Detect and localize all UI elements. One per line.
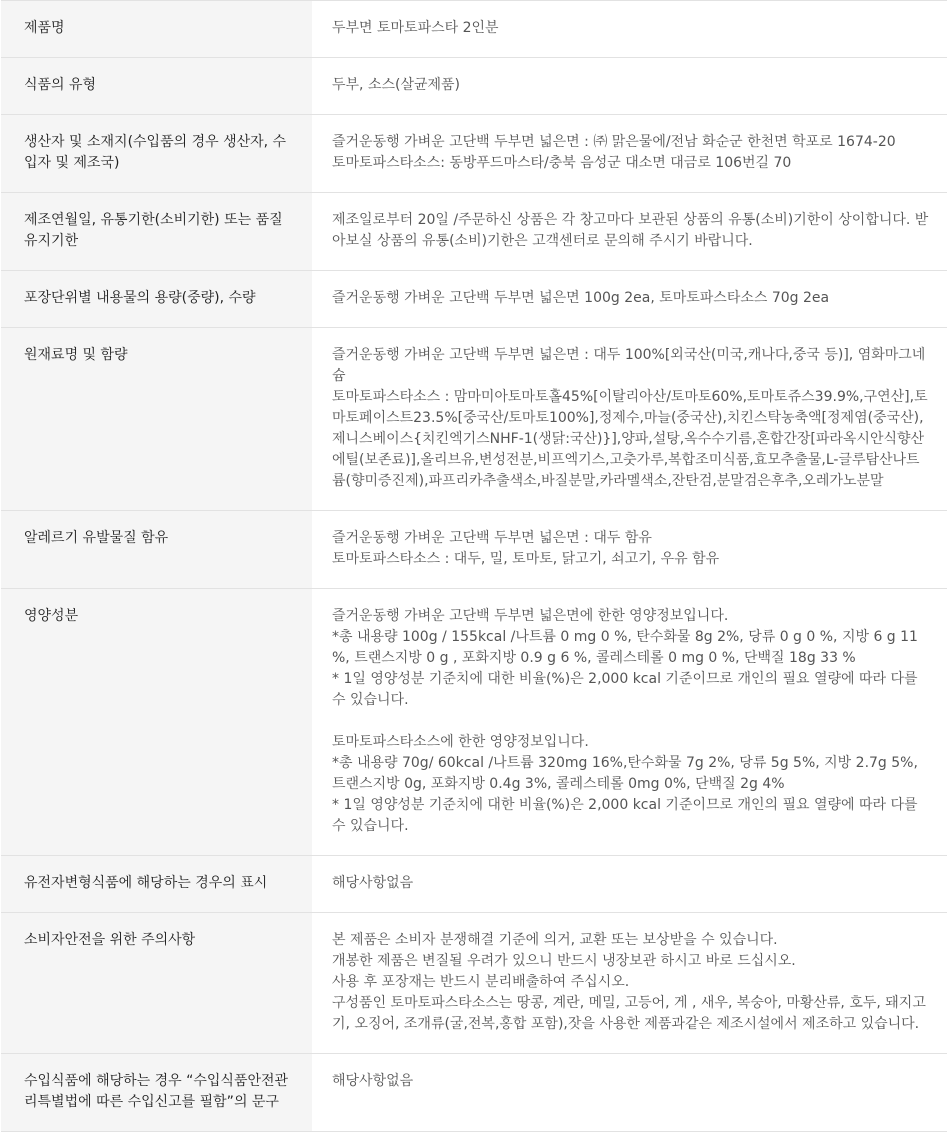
row-label: 원재료명 및 함량 <box>1 328 312 511</box>
value-line: 두부면 토마토파스타 2인분 <box>332 20 499 36</box>
row-label: 제품명 <box>1 1 312 58</box>
product-info-body <box>1 1 947 1132</box>
value-line: 즐거운동행 가벼운 고단백 두부면 넓은면 : ㈜ 맑은물에/전남 화순군 한천면 학포로 1674-20 <box>332 134 896 150</box>
value-line: 해당사항없음 <box>332 875 414 891</box>
row-label: 소비자안전을 위한 주의사항 <box>1 913 312 1054</box>
value-line: *총 내용량 70g/ 60kcal /나트륨 320mg 16%,탄수화물 7g 2%, 당류 5g 5%, 지방 2.7g 5%, 트랜스지방 0g, 포화지방 0.4g 3%, 콜레스테롤 0mg 0%, 단백질 2g 4% <box>332 755 918 792</box>
value-line: 토마토파스타소스에 한한 영양정보입니다. <box>332 734 589 750</box>
table-row <box>1 511 947 589</box>
product-info-table <box>1 0 947 1132</box>
row-value <box>312 1054 947 1132</box>
table-row <box>1 1 947 58</box>
row-value <box>312 115 947 193</box>
row-label: 유전자변형식품에 해당하는 경우의 표시 <box>1 856 312 913</box>
value-line: * 1일 영양성분 기준치에 대한 비율(%)은 2,000 kcal 기준이므로 개인의 필요 열량에 따라 다를 수 있습니다. <box>332 671 918 708</box>
table-row <box>1 271 947 328</box>
value-line: 사용 후 포장재는 반드시 분리배출하여 주십시오. <box>332 974 630 990</box>
value-line: 즐거운동행 가벼운 고단백 두부면 넓은면 : 대두 함유 <box>332 530 652 546</box>
row-value <box>312 589 947 856</box>
value-line: 개봉한 제품은 변질될 우려가 있으니 반드시 냉장보관 하시고 바로 드십시오. <box>332 953 796 969</box>
row-label: 알레르기 유발물질 함유 <box>1 511 312 589</box>
value-line: 즐거운동행 가벼운 고단백 두부면 넓은면 : 대두 100%[외국산(미국,캐나다,중국 등)], 염화마그네슘 <box>332 347 926 384</box>
table-row <box>1 589 947 856</box>
row-label: 포장단위별 내용물의 용량(중량), 수량 <box>1 271 312 328</box>
table-row <box>1 1054 947 1132</box>
row-value <box>312 58 947 115</box>
value-line: 토마토파스타소스 : 대두, 밀, 토마토, 닭고기, 쇠고기, 우유 함유 <box>332 551 720 567</box>
row-value <box>312 271 947 328</box>
row-label: 생산자 및 소재지(수입품의 경우 생산자, 수입자 및 제조국) <box>1 115 312 193</box>
value-line: 토마토파스타소스: 동방푸드마스타/충북 음성군 대소면 대금로 106번길 70 <box>332 155 792 171</box>
row-value <box>312 328 947 511</box>
value-line: 즐거운동행 가벼운 고단백 두부면 넓은면 100g 2ea, 토마토파스타소스 70g 2ea <box>332 290 830 306</box>
value-line: 즐거운동행 가벼운 고단백 두부면 넓은면에 한한 영양정보입니다. <box>332 608 729 624</box>
value-line: * 1일 영양성분 기준치에 대한 비율(%)은 2,000 kcal 기준이므로 개인의 필요 열량에 따라 다를 수 있습니다. <box>332 797 918 834</box>
row-label: 수입식품에 해당하는 경우 “수입식품안전관리특별법에 따른 수입신고를 필함”의 문구 <box>1 1054 312 1132</box>
row-value <box>312 1 947 58</box>
row-value <box>312 913 947 1054</box>
row-value <box>312 511 947 589</box>
value-line: 본 제품은 소비자 분쟁해결 기준에 의거, 교환 또는 보상받을 수 있습니다. <box>332 932 778 948</box>
table-row <box>1 856 947 913</box>
value-line: 구성품인 토마토파스타소스는 땅콩, 계란, 메밀, 고등어, 게 , 새우, 복숭아, 마황산류, 호두, 돼지고기, 오징어, 조개류(굴,전복,홍합 포함),잣을 사용한 제품과같은 제조시설에서 제조하고 있습니다. <box>332 995 926 1032</box>
table-row <box>1 913 947 1054</box>
table-row <box>1 115 947 193</box>
row-label: 제조연월일, 유통기한(소비기한) 또는 품질 유지기한 <box>1 193 312 271</box>
row-label: 영양성분 <box>1 589 312 856</box>
row-value <box>312 856 947 913</box>
table-row <box>1 58 947 115</box>
value-line: *총 내용량 100g / 155kcal /나트륨 0 mg 0 %, 탄수화물 8g 2%, 당류 0 g 0 %, 지방 6 g 11 %, 트랜스지방 0 g , 포화지방 0.9 g 6 %, 콜레스테롤 0 mg 0 %, 단백질 18g 33 % <box>332 629 918 666</box>
value-line: 두부, 소스(살균제품) <box>332 77 461 93</box>
table-row <box>1 193 947 271</box>
row-label: 식품의 유형 <box>1 58 312 115</box>
blank-line <box>332 711 932 732</box>
value-line: 토마토파스타소스 : 맘마미아토마토홀45%[이탈리아산/토마토60%,토마토쥬스39.9%,구연산],토마토페이스트23.5%[중국산/토마토100%],정제수,마늘(중국산),치킨스탁농축액[정제염(중국산),제니스베이스{치킨엑기스NHF-1(생닭:국산)}],양파,설탕,옥수수기름,혼합간장[파라옥시안식향산에틸(보존료)],올리브유,변성전분,비프엑기스,고춧가루,복합조미식품,효모추출물,L-글루탐산나트륨(향미증진제),파프리카추출색소,바질분말,카라멜색소,잔탄검,분말검은후추,오레가노분말 <box>332 389 928 489</box>
row-value <box>312 193 947 271</box>
value-line: 제조일로부터 20일 /주문하신 상품은 각 창고마다 보관된 상품의 유통(소비)기한이 상이합니다. 받아보실 상품의 유통(소비)기한은 고객센터로 문의해 주시기 바랍니다. <box>332 212 929 249</box>
value-line: 해당사항없음 <box>332 1073 414 1089</box>
table-row <box>1 328 947 511</box>
